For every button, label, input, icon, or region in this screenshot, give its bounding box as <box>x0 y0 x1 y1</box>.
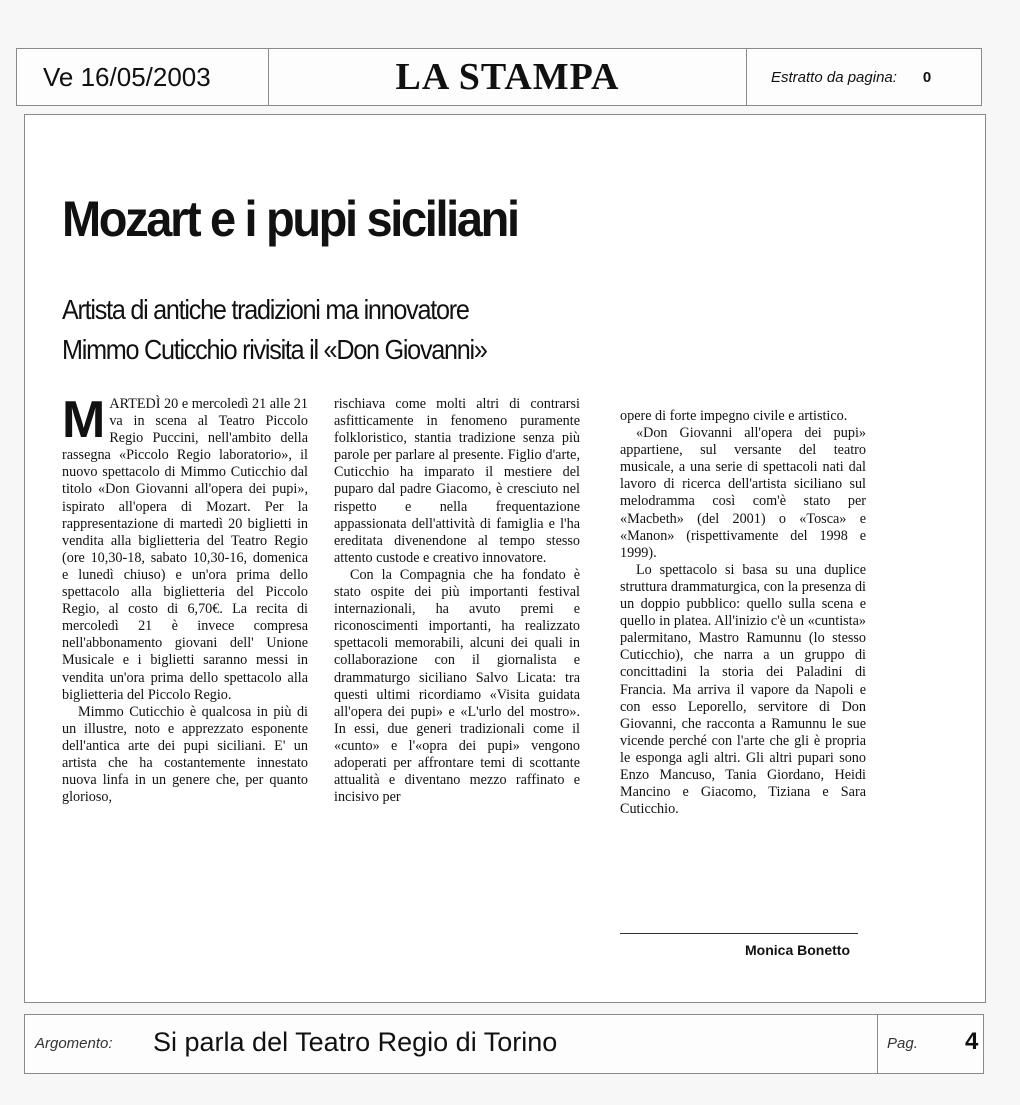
paragraph: Lo spettacolo si basa su una duplice struttura drammaturgica, con la presenza di un doppio pubblico: quello sulla scena e quello in platea. All'inizio c'è un «cuntista» palermitano, Mastro Ramunnu (lo stesso Cuticchio), che narra a un gruppo di concittadini la storia dei Paladini di Francia. Ma arriva il vapore da Napoli e con esso Leporello, servitore di Don Giovanni, che racconta a Ramunnu le sue vicende perché con l'arte che gli è propria le esponga agli altri. Gli altri pupari sono Enzo Mancuso, Tania Giordano, Heidi Mancino e Giacomo, Tiziana e Sara Cuticchio. <box>620 561 866 818</box>
topic-label: Argomento: <box>35 1035 113 1052</box>
extract-label: Estratto da pagina: <box>771 68 897 86</box>
article-author: Monica Bonetto <box>745 942 850 958</box>
extract-page-number: 0 <box>922 68 932 86</box>
paragraph: rischiava come molti altri di contrarsi asfitticamente in fenomeno puramente folkloristico, stantia tradizione senza più parole per parlare al presente. Figlio d'arte, Cuticchio ha imparato il mestiere del puparo dal padre Giacomo, è cresciuto nel rispetto e nella frequentazione appassionata dell'attività di famiglia e l'ha ereditata divenendone al tempo stesso attento custode e creativo innovatore. <box>334 396 580 566</box>
article-column-1 <box>62 391 308 806</box>
page-number: 4 <box>965 1028 979 1055</box>
paragraph: «Don Giovanni all'opera dei pupi» appartiene, sul versante del teatro musicale, a una serie di spettacoli nati dal lavoro di ricerca dell'artista siciliano sul melodramma così com'è stato per «Macbeth» (del 2001) o «Tosca» e «Manon» (rispettivamente del 1998 e 1999). <box>620 425 866 561</box>
paragraph: Mimmo Cuticchio è qualcosa in più di un illustre, noto e apprezzato esponente dell'antica arte dei pupi siciliani. E' un artista che ha costantemente innestato nuova linfa in un genere che, per quanto glorioso, <box>62 703 308 806</box>
drop-cap: M <box>62 391 106 449</box>
paragraph-text: ARTEDÌ 20 e mercoledì 21 alle 21 va in scena al Teatro Piccolo Regio Puccini, nell'ambito della rassegna «Piccolo Regio laboratorio», il nuovo spettacolo di Mimmo Cuticchio dal titolo «Don Giovanni all'opera dei pupi», ispirato all'opera di Mozart. Per la rappresentazione di martedì 20 biglietti in vendita alla biglietteria del Teatro Regio (ore 10,30-18, sabato 10,30-16, domenica e lunedì chiuso) e un'ora prima dello spettacolo alla biglietteria del Piccolo Regio, al costo di 6,70€. La recita di mercoledì 21 è invece compresa nell'abbonamento giovani dell' Unione Musicale e i biglietti saranno messi in vendita un'ora prima dello spettacolo alla biglietteria del Piccolo Regio. <box>62 396 308 703</box>
clipping-footer <box>24 1014 984 1074</box>
page-label: Pag. <box>887 1035 918 1052</box>
extract-info <box>747 49 981 105</box>
footer-divider <box>877 1015 878 1073</box>
publication-date: Ve 16/05/2003 <box>17 49 269 105</box>
newspaper-name: LA STAMPA <box>269 49 747 105</box>
paragraph <box>62 391 308 704</box>
article-headline: Mozart e i pupi siciliani <box>62 191 518 247</box>
clipping-header <box>16 48 982 106</box>
article-column-3 <box>620 408 866 818</box>
topic-text: Si parla del Teatro Regio di Torino <box>153 1027 558 1057</box>
article-subtitle-line-1: Artista di antiche tradizioni ma innovatore <box>62 294 469 325</box>
paragraph: opere di forte impegno civile e artistico. <box>620 408 848 424</box>
article-column-2 <box>334 396 580 806</box>
paragraph: Con la Compagnia che ha fondato è stato ospite dei più importanti festival internazionali, ha avuto premi e riconoscimenti importanti, ha realizzato spettacoli memorabili, alcuni dei quali in collaborazione con il giornalista e drammaturgo siciliano Salvo Licata: tra questi ultimi ricordiamo «Visita guidata all'opera dei pupi» e «L'urlo del mostro». In essi, due generi tradizionali come il «cunto» e l'«opra dei pupi» vengono adoperati per affrontare temi di scottante attualità e diventano mezzo raffinato e incisivo per <box>334 566 580 806</box>
signature-rule <box>620 933 858 934</box>
article-subtitle-line-2: Mimmo Cuticchio rivisita il «Don Giovanni» <box>62 334 487 365</box>
